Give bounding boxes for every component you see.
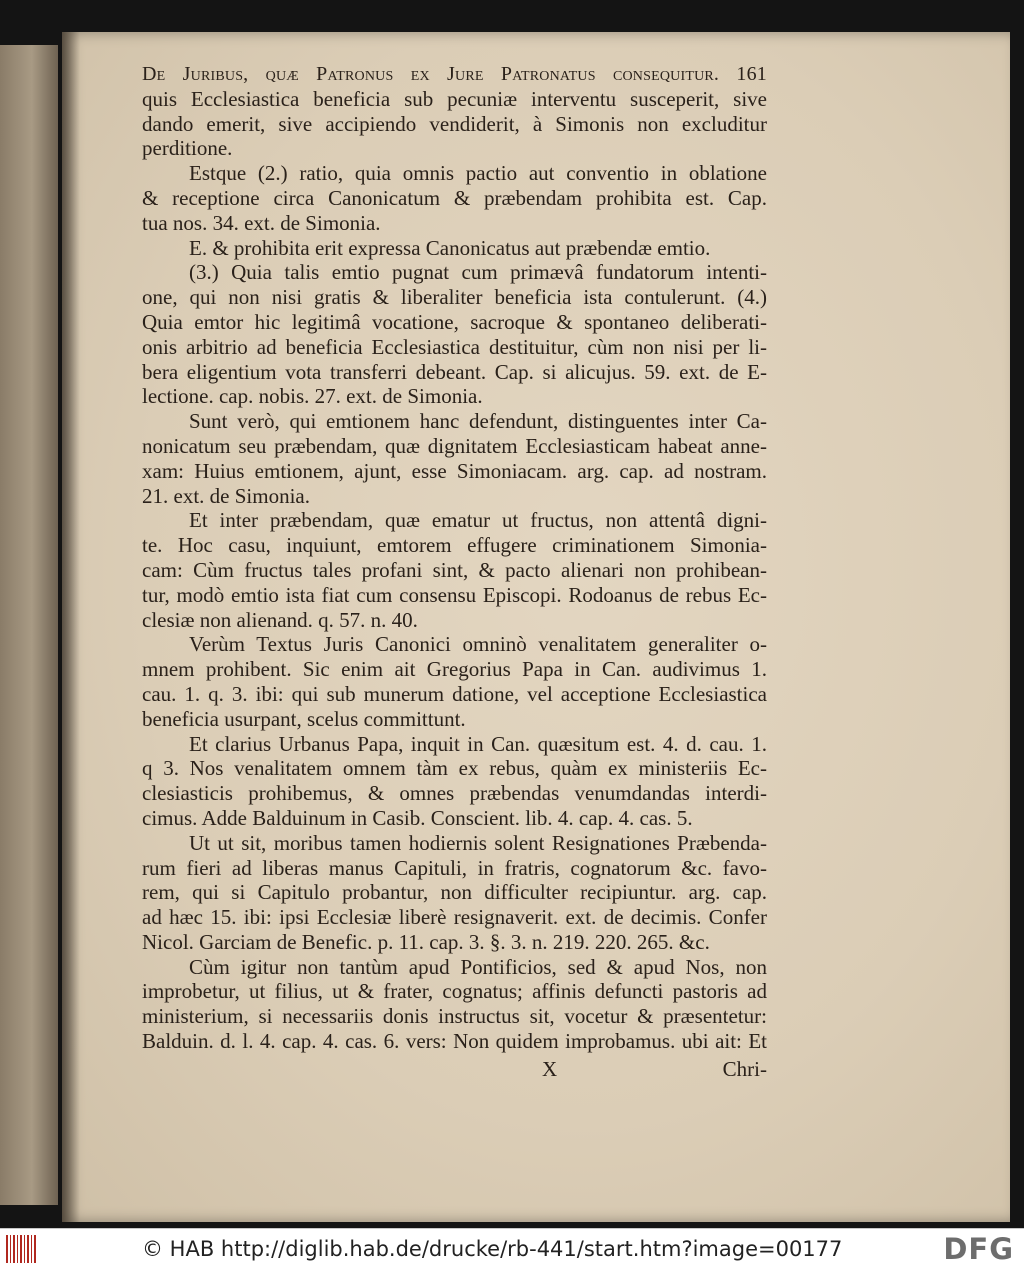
text-line: one, qui non nisi gratis & liberaliter beneficia ista contulerunt. (4.) — [142, 285, 767, 310]
signature-mark: X — [542, 1056, 558, 1081]
copyright-line: © HAB http://diglib.hab.de/drucke/rb-441/start.htm?image=00177 — [142, 1237, 843, 1261]
text-line: ministerium, si necessariis donis instructus sit, vocetur & præsentetur: — [142, 1004, 767, 1029]
signature-line — [142, 1054, 767, 1084]
text-line: Estque (2.) ratio, quia omnis pactio aut conventio in oblatione — [189, 161, 767, 186]
text-line: Et inter præbendam, quæ ematur ut fructus, non attentâ digni- — [189, 508, 767, 533]
text-line: Verùm Textus Juris Canonici omninò venalitatem generaliter o- — [189, 632, 767, 657]
text-line: & receptione circa Canonicatum & præbendam prohibita est. Cap. — [142, 185, 767, 210]
text-line: mnem prohibent. Sic enim ait Gregorius Papa in Can. audivimus 1. — [142, 657, 767, 682]
text-line: lectione. cap. nobis. 27. ext. de Simonia. — [142, 384, 483, 409]
text-line: cimus. Adde Balduinum in Casib. Conscient. lib. 4. cap. 4. cas. 5. — [142, 805, 693, 830]
text-line: Quia emtor hic legitimâ vocatione, sacroque & spontaneo deliberati- — [142, 309, 767, 334]
catchword: Chri- — [722, 1056, 767, 1081]
text-line: onis arbitrio ad beneficia Ecclesiastica destituitur, cùm non nisi per li- — [142, 334, 767, 359]
text-line: 21. ext. de Simonia. — [142, 483, 310, 508]
text-line: rem, qui si Capitulo probantur, non difficulter recipiuntur. arg. cap. — [142, 880, 767, 905]
text-line: ad hæc 15. ibi: ipsi Ecclesiæ liberè resignaverit. ext. de decimis. Confer — [142, 905, 767, 930]
viewer-footer — [0, 1228, 1024, 1269]
text-line: rum fieri ad liberas manus Capituli, in fratris, cognatorum &c. favo- — [142, 855, 767, 880]
text-line: xam: Huius emtionem, ajunt, esse Simoniacam. arg. cap. ad nostram. — [142, 458, 767, 483]
text-line: Et clarius Urbanus Papa, inquit in Can. quæsitum est. 4. d. cau. 1. — [189, 731, 767, 756]
text-line: clesiæ non alienand. q. 57. n. 40. — [142, 607, 418, 632]
running-head: De Juribus, quæ Patronus ex Jure Patronatus consequitur. 161 — [142, 63, 767, 85]
text-line: Ut ut sit, moribus tamen hodiernis solent Resignationes Præbenda- — [189, 830, 767, 855]
text-line: quis Ecclesiastica beneficia sub pecuniæ interventu susceperit, sive — [142, 86, 767, 111]
gutter-shadow — [62, 32, 80, 1222]
barcode-icon — [6, 1235, 36, 1263]
text-line: perditione. — [142, 136, 233, 161]
text-line: tua nos. 34. ext. de Simonia. — [142, 210, 381, 235]
text-line: Cùm igitur non tantùm apud Pontificios, sed & apud Nos, non — [189, 954, 767, 979]
previous-page-edge — [0, 45, 58, 1205]
text-line: improbetur, ut filius, ut & frater, cognatus; affinis defuncti pastoris ad — [142, 979, 767, 1004]
page-text-block — [142, 62, 767, 1084]
text-line: Balduin. d. l. 4. cap. 4. cas. 6. vers: Non quidem improbamus. ubi ait: Et — [142, 1029, 767, 1054]
text-line: Sunt verò, qui emtionem hanc defendunt, distinguentes inter Ca- — [189, 409, 767, 434]
text-line: q 3. Nos venalitatem omnem tàm ex rebus, quàm ex ministeriis Ec- — [142, 756, 767, 781]
text-line: nonicatum seu præbendam, quæ dignitatem Ecclesiasticam habeat anne- — [142, 433, 767, 458]
text-line: te. Hoc casu, inquiunt, emtorem effugere criminationem Simonia- — [142, 533, 767, 558]
text-line: bera eligentium vota transferri debeant. Cap. si alicujus. 59. ext. de E- — [142, 359, 767, 384]
text-line: clesiasticis prohibemus, & omnes præbendas venumdandas interdi- — [142, 781, 767, 806]
dfg-logo: DFG — [943, 1232, 1014, 1266]
text-line: beneficia usurpant, scelus committunt. — [142, 706, 466, 731]
text-line: cam: Cùm fructus tales profani sint, & pacto alienari non prohibean- — [142, 557, 767, 582]
text-line: cau. 1. q. 3. ibi: qui sub munerum datione, vel acceptione Ecclesiastica — [142, 681, 767, 706]
text-line: tur, modò emtio ista fiat cum consensu Episcopi. Rodoanus de rebus Ec- — [142, 582, 767, 607]
text-line: E. & prohibita erit expressa Canonicatus aut præbendæ emtio. — [189, 235, 711, 260]
text-line: (3.) Quia talis emtio pugnat cum primævâ fundatorum intenti- — [189, 260, 767, 285]
text-line: dando emerit, sive accipiendo vendiderit, à Simonis non excluditur — [142, 111, 767, 136]
text-line: Nicol. Garciam de Benefic. p. 11. cap. 3. §. 3. n. 219. 220. 265. &c. — [142, 929, 710, 954]
